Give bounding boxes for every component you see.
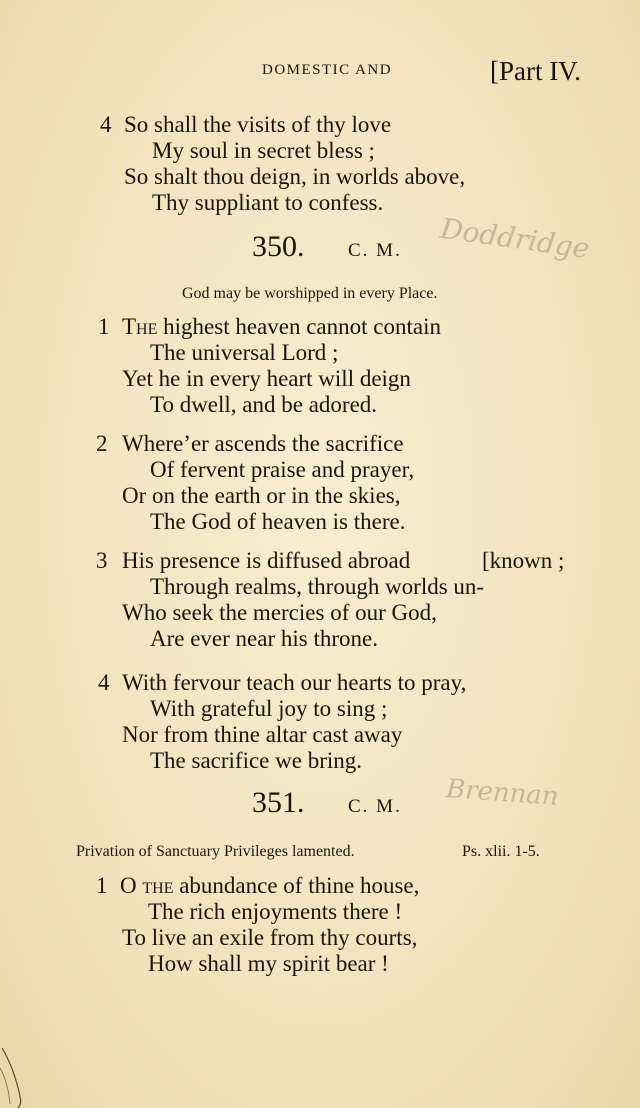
verse-line: Thy suppliant to confess. [152,190,384,215]
drop-word: The [122,314,158,339]
stanza-number: 2 [96,431,108,456]
verse-line: The rich enjoyments there ! [148,899,403,924]
verse-line: Nor from thine altar cast away [122,722,403,747]
hymn-number: 350. [252,230,305,263]
stanza-number: 1 [98,314,110,339]
stanza-number: 1 [96,873,108,898]
verse-line: So shall the visits of thy love [124,112,392,137]
verse-line: With grateful joy to sing ; [150,696,388,721]
stanza-number: 4 [100,112,112,137]
stanza-number: 4 [98,670,110,695]
verse-line: So shalt thou deign, in worlds above, [124,164,466,189]
verse-line: Are ever near his throne. [150,626,378,651]
turnover-word: [known ; [482,548,565,573]
verse-line: With fervour teach our hearts to pray, [122,670,467,695]
verse-line: His presence is diffused abroad [122,548,411,573]
hymn-subtitle: Privation of Sanctuary Privileges lamented. [76,843,355,860]
hymn-meter: C. M. [348,796,402,817]
verse-line-rest: highest heaven cannot contain [163,314,441,339]
verse-line: To live an exile from thy courts, [122,925,418,950]
verse-line: My soul in secret bless ; [152,138,375,163]
hymn-subtitle: God may be worshipped in every Place. [182,285,438,302]
verse-line: Through realms, through worlds un- [150,574,485,599]
drop-word: O the [120,873,174,898]
pencil-annotation: Brennan [445,774,560,812]
verse-line: Yet he in every heart will deign [122,366,411,391]
verse-line: Of fervent praise and prayer, [150,457,415,482]
verse-line: Who seek the mercies of our God, [122,600,437,625]
verse-line: Where’er ascends the sacrifice [122,431,404,456]
verse-line: How shall my spirit bear ! [148,951,389,976]
stanza-number: 3 [96,548,108,573]
hymn-number: 351. [252,786,305,819]
page-edge-mark [0,1038,40,1108]
running-head: DOMESTIC AND [262,62,393,78]
scripture-reference: Ps. xlii. 1-5. [462,843,540,860]
verse-line-first [122,314,441,340]
part-label: [Part IV. [490,56,581,86]
hymn-meter: C. M. [348,240,402,261]
verse-line-first [120,873,419,899]
verse-line: To dwell, and be adored. [150,392,378,417]
verse-line: The God of heaven is there. [150,509,406,534]
verse-line: The universal Lord ; [150,340,339,365]
pencil-annotation: Doddridge [438,211,592,266]
verse-line: The sacrifice we bring. [150,748,363,773]
verse-line: Or on the earth or in the skies, [122,483,401,508]
verse-line-rest: abundance of thine house, [179,873,420,898]
